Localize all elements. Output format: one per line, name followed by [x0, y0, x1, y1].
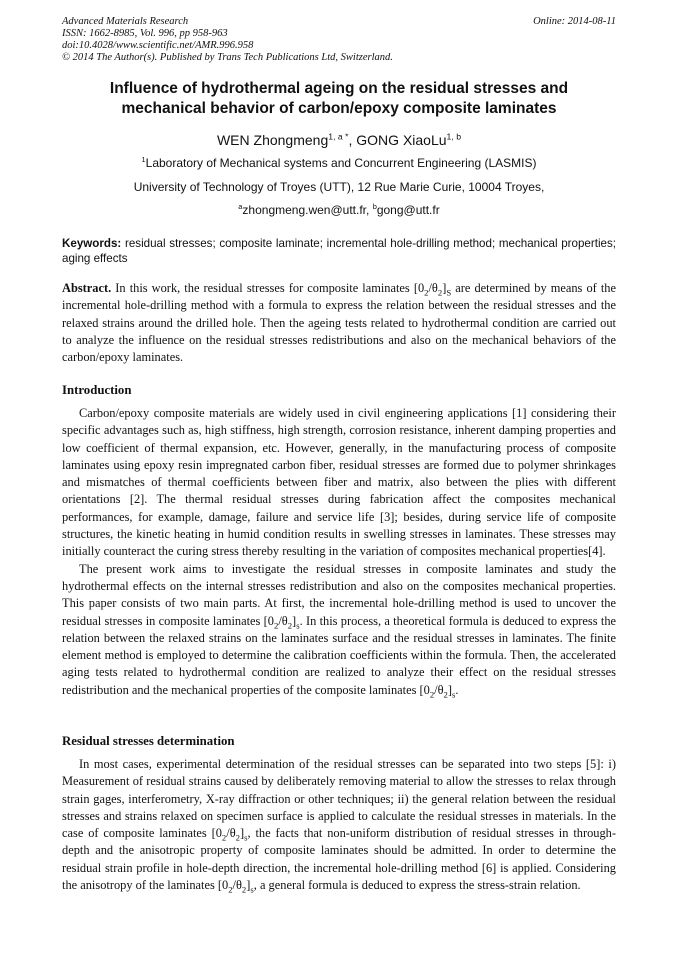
subscript: S: [446, 287, 452, 298]
keywords-text: residual stresses; composite laminate; incremental hole-drilling method; mechanical properties; aging effects: [62, 237, 616, 265]
paragraph-text: /θ: [278, 613, 288, 628]
paragraph-text: The present work aims to investigate the residual stresses in composite laminates and study the hydrothermal effects on the internal stresses redistribution and also on the composites mechanical properties. This paper consists of two main parts. At first, the incremental hole-drilling method is used to uncover the residual stresses in composite laminates [0: [62, 561, 616, 628]
introduction-heading: Introduction: [62, 383, 132, 397]
email-b-mark: b: [372, 202, 377, 211]
residual-paragraph: [62, 756, 616, 894]
online-date: Online: 2014-08-11: [533, 16, 616, 27]
paragraph-text: ]: [239, 826, 245, 841]
author-wen: WEN Zhongmeng: [216, 132, 329, 148]
paragraph-text: /θ: [232, 878, 242, 893]
paragraph-text: ]: [246, 878, 251, 893]
subscript: 2: [424, 287, 429, 298]
residual-stresses-section: [62, 756, 616, 894]
residual-stresses-heading: Residual stresses determination: [62, 734, 235, 748]
paragraph-text: In most cases, experimental determination of the residual stresses can be separated into two steps [5]: i) Measurement of residual strains caused by deliberately removing material to allow the stresses to relax through strain gages, interferometry, X-ray diffraction or other techniques; ii) the general relation between the residual stresses and strains relaxed on specimen surface is applied to calculate the residual stresses in materials. In the case of composite laminates [0: [62, 757, 616, 841]
subscript: 2: [274, 620, 279, 631]
abstract-text: are determined by means of the incremental hole-drilling method with a formula to express the relation between the residual stresses and the relaxed strains around the drilled hole. Then the ageing tests related to hydrothermal condition are carried out to analyze the influence on the residual stresses redistributions and also on the mechanical behaviors of the carbon/epoxy laminates.: [62, 281, 616, 365]
email-b[interactable]: gong@utt.fr: [376, 203, 440, 217]
doi-line: doi:10.4028/www.scientific.net/AMR.996.958: [62, 40, 254, 51]
email-a-mark: a: [238, 202, 243, 211]
paragraph-text: /θ: [226, 826, 236, 841]
subscript: 2: [228, 884, 233, 895]
affiliation-line-2: University of Technology of Troyes (UTT), 12 Rue Marie Curie, 10004 Troyes,: [133, 180, 545, 194]
paper-title: [62, 79, 616, 119]
paragraph-text: , the facts that non-uniform distribution of residual stresses in through-depth and the anisotropic property of composite laminates should be admitted. In order to determine the residual strain profile in hole-depth direction, the incremental hole-drilling method [6] is applied. Considering the anisotropy of the laminates [0: [62, 826, 617, 893]
author-gong: GONG XiaoLu: [356, 132, 447, 148]
subscript: 2: [443, 689, 448, 700]
abstract-label: Abstract.: [62, 281, 112, 295]
affiliation-number: 1: [141, 155, 146, 164]
subscript: s: [452, 689, 456, 700]
affiliation-lab: Laboratory of Mechanical systems and Concurrent Engineering (LASMIS): [145, 156, 537, 170]
abstract-text: /θ: [428, 281, 438, 295]
subscript: 2: [221, 832, 227, 843]
abstract-text: ]: [442, 281, 447, 295]
title-line-1: Influence of hydrothermal ageing on the residual stresses and: [109, 80, 569, 97]
intro-paragraph-2: [62, 561, 616, 699]
subscript: 2: [287, 620, 293, 631]
paragraph-text: . In this process, a theoretical formula is deduced to express the relation between the relaxed strains on the laminates surface and the residual stresses in laminates. The finite element method is employed to determine the calibration coefficients within the formula. Then, the accelerated aging tests related to hydrothermal condition are realized to analyze their effect on the residual stresses redistribution and the mechanical properties of the composite laminates [0: [62, 613, 617, 697]
subscript: 2: [235, 832, 240, 843]
author-gong-affiliation-mark: 1, b: [446, 131, 462, 142]
abstract-section: [62, 280, 616, 366]
subscript: 2: [437, 287, 443, 298]
paragraph-text: ]: [292, 613, 297, 628]
paragraph-text: /θ: [434, 682, 444, 697]
title-line-2: mechanical behavior of carbon/epoxy composite laminates: [121, 100, 557, 117]
paragraph-text: .: [455, 682, 459, 697]
introduction-section: [62, 405, 616, 699]
email-a[interactable]: zhongmeng.wen@utt.fr,: [242, 203, 373, 217]
subscript: s: [244, 832, 248, 843]
author-wen-affiliation-mark: 1, a *: [328, 131, 349, 142]
paragraph-text: , a general formula is deduced to express the stress-strain relation.: [253, 878, 581, 893]
abstract-text: In this work, the residual stresses for composite laminates [0: [111, 281, 425, 295]
journal-header: [62, 16, 616, 64]
subscript: s: [296, 620, 300, 631]
subscript: 2: [241, 884, 247, 895]
keywords-label: Keywords:: [62, 237, 122, 250]
subscript: 2: [429, 689, 435, 700]
intro-paragraph-1: Carbon/epoxy composite materials are widely used in civil engineering applications [1] considering their specific advantages such as, high stiffness, high strength, corrosion resistance, inherent damping properties and low coefficient of thermal expansion, etc. However, generally, in the manufacturing process of composite laminates using epoxy resin impregnated carbon fiber, residual stresses are formed due to polymer shrinkages and mismatches of thermal coefficients between fiber and matrix, also between the plies with different orientations [2]. The thermal residual stresses during fabrication affect the composites mechanical performances, for example, damage, failure and service life [3]; besides, during service life of composite structures, the kinetic heating in humid condition results in swelling stresses in laminates. These stresses may initially counteract the curing stress thereby resulting in the variation of composites mechanical properties[4].: [62, 406, 616, 559]
subscript: s: [250, 884, 254, 895]
paragraph-text: ]: [447, 682, 453, 697]
copyright-line: © 2014 The Author(s). Published by Trans Tech Publications Ltd, Switzerland.: [62, 52, 393, 63]
journal-name: Advanced Materials Research: [62, 16, 189, 27]
keywords-section: [62, 236, 616, 266]
author-emails: [62, 202, 616, 218]
affiliation-line-1: [62, 155, 616, 171]
abstract-paragraph: [62, 280, 616, 366]
author-separator: ,: [348, 132, 357, 148]
issn-line: ISSN: 1662-8985, Vol. 996, pp 958-963: [62, 28, 228, 39]
author-list: [62, 131, 616, 149]
